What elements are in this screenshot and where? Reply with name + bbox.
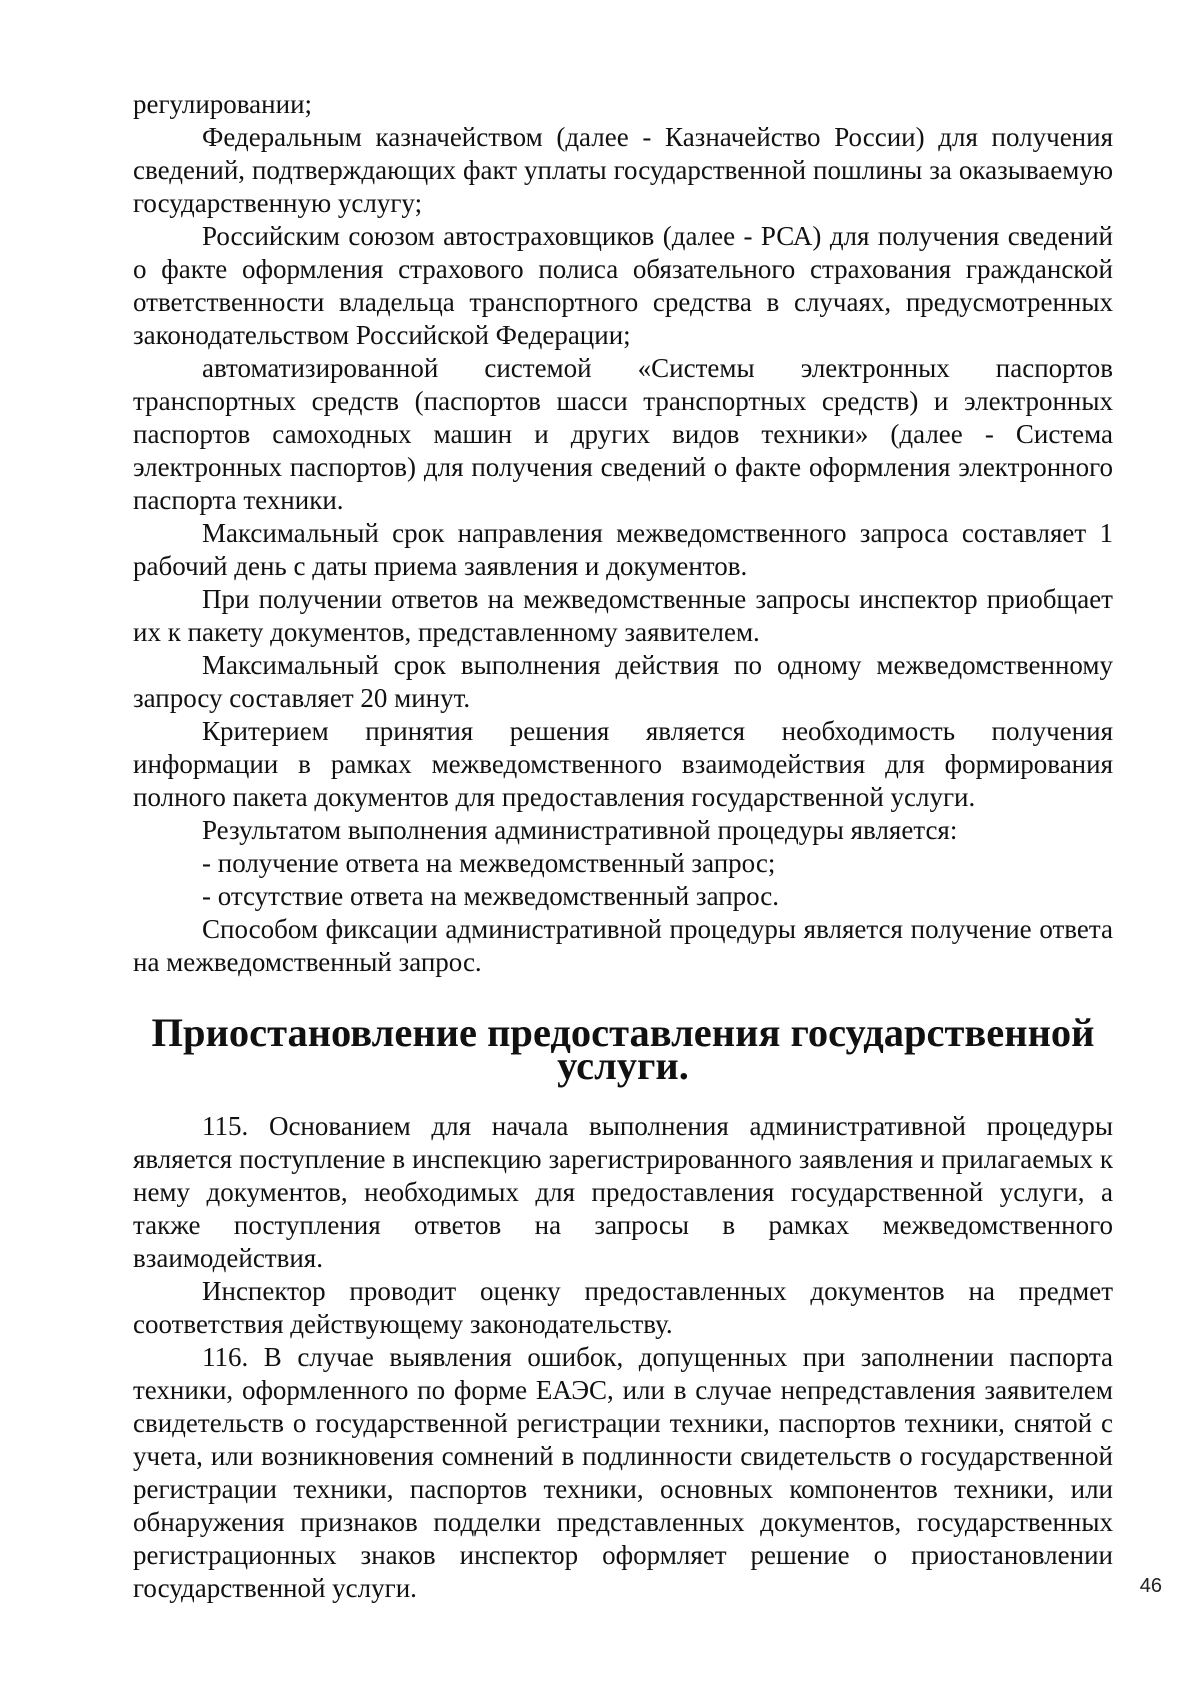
paragraph-continuation: регулировании; bbox=[133, 89, 313, 119]
paragraph-responses: При получении ответов на межведомственные запросы инспектор приобщает их к пакету документов, представленному заявителем. bbox=[133, 584, 1113, 647]
paragraph-115: 115. Основанием для начала выполнения административной процедуры является поступление в инспекцию зарегистрированного заявления и прилагаемых к нему документов, необходимых для предоставления государственной услуги, а также поступления ответов на запросы в рамках межведомственного взаимодействия. bbox=[133, 1111, 1113, 1273]
paragraph-decision-criterion: Критерием принятия решения является необходимость получения информации в рамках межведомственного взаимодействия для формирования полного пакета документов для предоставления государственной услуги. bbox=[133, 716, 1113, 812]
page-number: 46 bbox=[1139, 1575, 1162, 1597]
paragraph-epassport-system: автоматизированной системой «Системы электронных паспортов транспортных средств (паспортов шасси транспортных средств) и электронных паспортов самоходных машин и других видов техники» (далее - Система электронных паспортов) для получения сведений о факте оформления электронного паспорта техники. bbox=[133, 353, 1113, 515]
paragraph-treasury: Федеральным казначейством (далее - Казначейство России) для получения сведений, подтверждающих факт уплаты государственной пошлины за оказываемую государственную услугу; bbox=[133, 122, 1113, 218]
paragraph-rsa: Российским союзом автостраховщиков (далее - РСА) для получения сведений о факте оформления страхового полиса обязательного страхования гражданской ответственности владельца транспортного средства в случаях, предусмотренных законодательством Российской Федерации; bbox=[133, 221, 1113, 350]
paragraph-fixation: Способом фиксации административной процедуры является получение ответа на межведомственный запрос. bbox=[133, 914, 1113, 977]
list-item: - получение ответа на межведомственный запрос; bbox=[202, 848, 776, 878]
document-page bbox=[133, 88, 1113, 1605]
paragraph-result: Результатом выполнения административной процедуры является: bbox=[202, 815, 958, 845]
paragraph-inspector-evaluation: Инспектор проводит оценку предоставленных документов на предмет соответствия действующему законодательству. bbox=[133, 1276, 1113, 1339]
paragraph-action-time: Максимальный срок выполнения действия по одному межведомственному запросу составляет 20 минут. bbox=[133, 650, 1113, 713]
paragraph-request-deadline: Максимальный срок направления межведомственного запроса составляет 1 рабочий день с даты приема заявления и документов. bbox=[133, 518, 1113, 581]
section-heading: Приостановление предоставления государственной услуги. bbox=[151, 1010, 1095, 1088]
list-item: - отсутствие ответа на межведомственный запрос. bbox=[202, 881, 780, 911]
paragraph-116: 116. В случае выявления ошибок, допущенных при заполнении паспорта техники, оформленного по форме ЕАЭС, или в случае непредставления заявителем свидетельств о государственной регистрации техники, паспортов техники, снятой с учета, или возникновения сомнений в подлинности свидетельств о государственной регистрации техники, паспортов техники, основных компонентов техники, или обнаружения признаков подделки представленных документов, государственных регистрационных знаков инспектор оформляет решение о приостановлении государственной услуги. bbox=[133, 1342, 1113, 1603]
